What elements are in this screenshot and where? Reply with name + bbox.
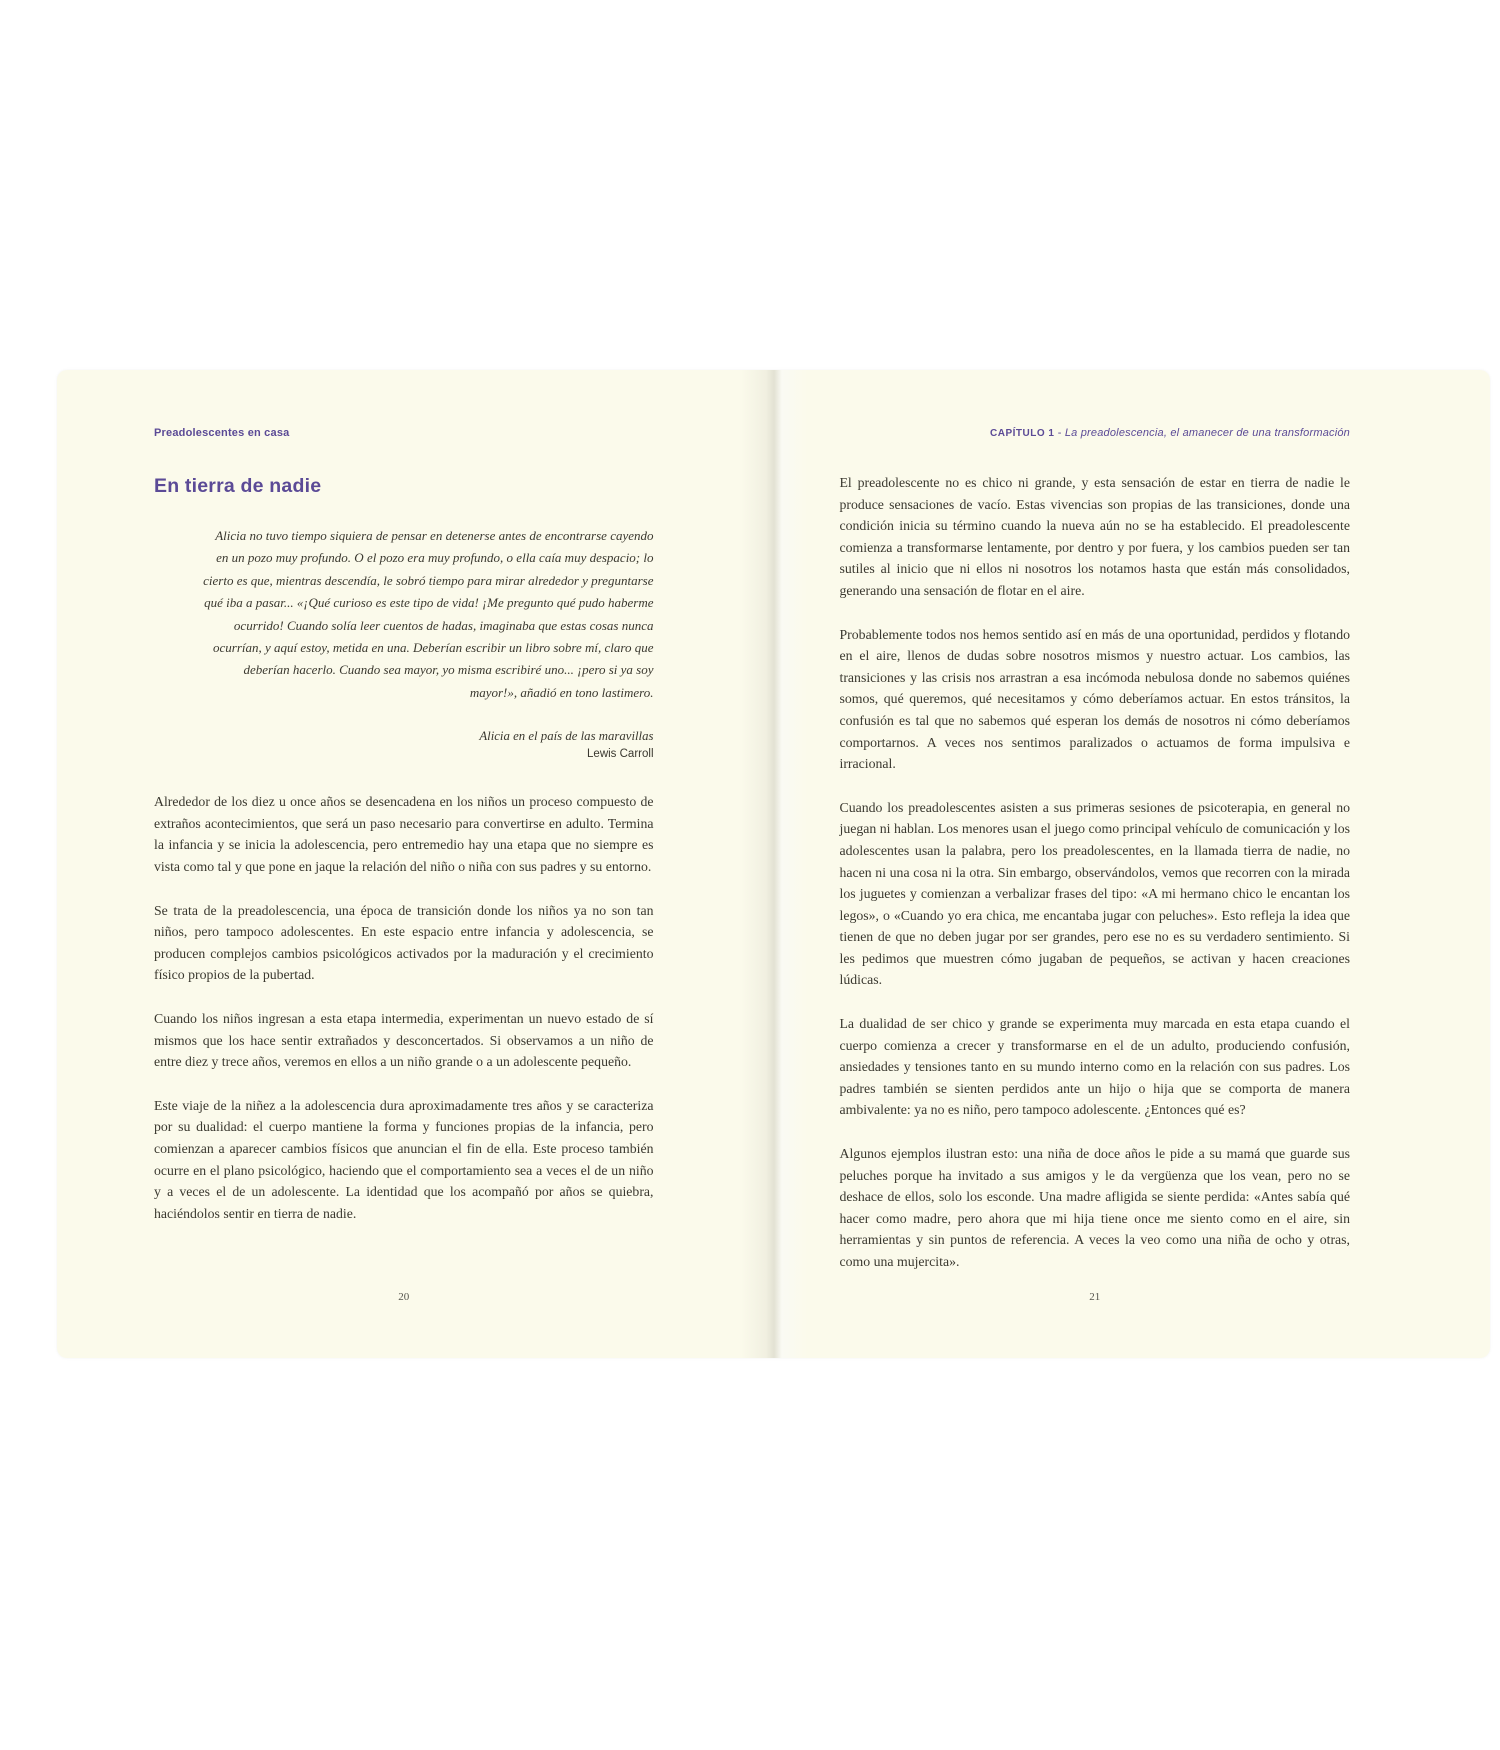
- right-paragraph-2: Probablemente todos nos hemos sentido así en más de una oportunidad, perdidos y flotando en el aire, llenos de dudas sobre nosotros mismos y nuestro actuar. Los cambios, las transiciones y las crisis nos arrastran a esa incómoda nebulosa donde no sabemos quiénes somos, qué queremos, qué necesitamos y cómo deberíamos actuar. En estos tránsitos, la confusión es tal que no sabemos qué esperan los demás de nosotros ni cómo deberíamos comportarnos. A veces nos sentimos paralizados o actuamos de forma impulsiva e irracional.: [839, 626, 1350, 772]
- running-header-right: [840, 427, 1351, 439]
- page-right: [774, 370, 1491, 1358]
- right-paragraph-3: Cuando los preadolescentes asisten a sus primeras sesiones de psicoterapia, en general no juegan ni hablan. Los menores usan el juego como principal vehículo de comunicación y los adolescentes usan la palabra, pero los preadolescentes, en la llamada tierra de nadie, no hacen ni una cosa ni la otra. Sin embargo, observándolos, vemos que recorren con la mirada los juguetes y comienzan a verbalizar frases del tipo: «A mi hermano chico le encantan los legos», o «Cuando yo era chica, me encantaba jugar con peluches». Esto refleja la idea que tienen de que no deben jugar por ser grandes, pero ese no es su verdadero sentimiento. Si les pedimos que muestren cómo jugaban de pequeños, se activan y hacen creaciones lúdicas.: [839, 799, 1350, 988]
- left-paragraph-1: Alrededor de los diez u once años se desencadena en los niños un proceso compuesto de extraños acontecimientos, que será un paso necesario para convertirse en adulto. Termina la infancia y se inicia la adolescencia, pero entremedio hay una etapa que no siempre es vista como tal y que pone en jaque la relación del niño o niña con sus padres y su entorno.: [154, 794, 654, 875]
- quote-text: Alicia no tuvo tiempo siquiera de pensar en detenerse antes de encontrarse cayendo en un pozo muy profundo. O el pozo era muy profundo, o ella caía muy despacio; lo cierto es que, mientras descendía, le sobró tiempo para mirar alrededor y preguntarse qué iba a pasar... «¡Qué curioso es este tipo de vida! ¡Me pregunto qué pudo haberme ocurrido! Cuando solía leer cuentos de hadas, imaginaba que estas cosas nunca ocurrían, y aquí estoy, metida en una. Deberían escribir un libro sobre mí, claro que deberían hacerlo. Cuando sea mayor, yo misma escribiré uno... ¡pero si ya soy mayor!», añadió en tono lastimero.: [203, 528, 654, 700]
- left-paragraph-4: Este viaje de la niñez a la adolescencia dura aproximadamente tres años y se caracteriza por su dualidad: el cuerpo mantiene la forma y funciones propias de la infancia, pero comienzan a aparecer cambios físicos que anuncian el fin de ella. Este proceso también ocurre en el plano psicológico, haciendo que el comportamiento sea a veces el de un niño y a veces el de un adolescente. La identidad que los acompañó por años se quiebra, haciéndolos sentir en tierra de nadie.: [154, 1097, 654, 1221]
- page-number-right: 21: [1089, 1291, 1101, 1303]
- right-paragraph-5: Algunos ejemplos ilustran esto: una niña de doce años le pide a su mamá que guarde sus peluches porque ha invitado a sus amigos y le da vergüenza que los vean, pero no se deshace de ellos, solo los esconde. Una madre afligida se siente perdida: «Antes sabía qué hacer como madre, pero ahora que mi hija tiene once me siento como en el aire, sin herramientas y sin puntos de referencia. A veces la veo como una niña de ocho y otras, como una mujercita».: [839, 1146, 1350, 1269]
- quote-attribution-title: Alicia en el país de las maravillas: [479, 729, 654, 744]
- section-title: En tierra de nadie: [154, 475, 322, 497]
- right-paragraph-1: El preadolescente no es chico ni grande, y esta sensación de estar en tierra de nadie le produce sensaciones de vacío. Estas vivencias son propias de las transiciones, donde una condición inicia su término cuando la nueva aún no se ha establecido. El preadolescente comienza a transformarse lentamente, por dentro y por fuera, y los cambios pueden ser tan sutiles al inicio que ni ellos ni nosotros los notamos hasta que están más consolidados, generando una sensación de flotar en el aire.: [839, 475, 1350, 598]
- chapter-separator: -: [1054, 427, 1065, 439]
- right-paragraph-4: La dualidad de ser chico y grande se experimenta muy marcada en esta etapa cuando el cuerpo comienza a crecer y transformarse en el de un adulto, produciendo confusión, ansiedades y tensiones tanto en su mundo interno como en la relación con sus padres. Los padres también se sienten perdidos ante un hijo o hija que se comporta de manera ambivalente: ya no es niño, pero tampoco adolescente. ¿Entonces qué es?: [839, 1016, 1350, 1118]
- chapter-title: La preadolescencia, el amanecer de una transformación: [1064, 427, 1350, 439]
- page-number-left: 20: [398, 1291, 410, 1303]
- quote-attribution-author: Lewis Carroll: [587, 748, 654, 761]
- chapter-label: CAPÍTULO 1: [990, 428, 1055, 439]
- book-spread: [57, 370, 1490, 1358]
- left-paragraph-2: Se trata de la preadolescencia, una época de transición donde los niños ya no son tan niños, pero tampoco adolescentes. En este espacio entre infancia y adolescencia, se producen complejos cambios psicológicos activados por la maduración y el crecimiento físico propios de la pubertad.: [154, 902, 654, 983]
- left-paragraph-3: Cuando los niños ingresan a esta etapa intermedia, experimentan un nuevo estado de sí mismos que los hace sentir extrañados y desconcertados. Si observamos a un niño de entre diez y trece años, veremos en ellos a un niño grande o a un adolescente pequeño.: [154, 1011, 654, 1070]
- running-header-left: Preadolescentes en casa: [154, 427, 290, 439]
- page-left: [57, 370, 774, 1358]
